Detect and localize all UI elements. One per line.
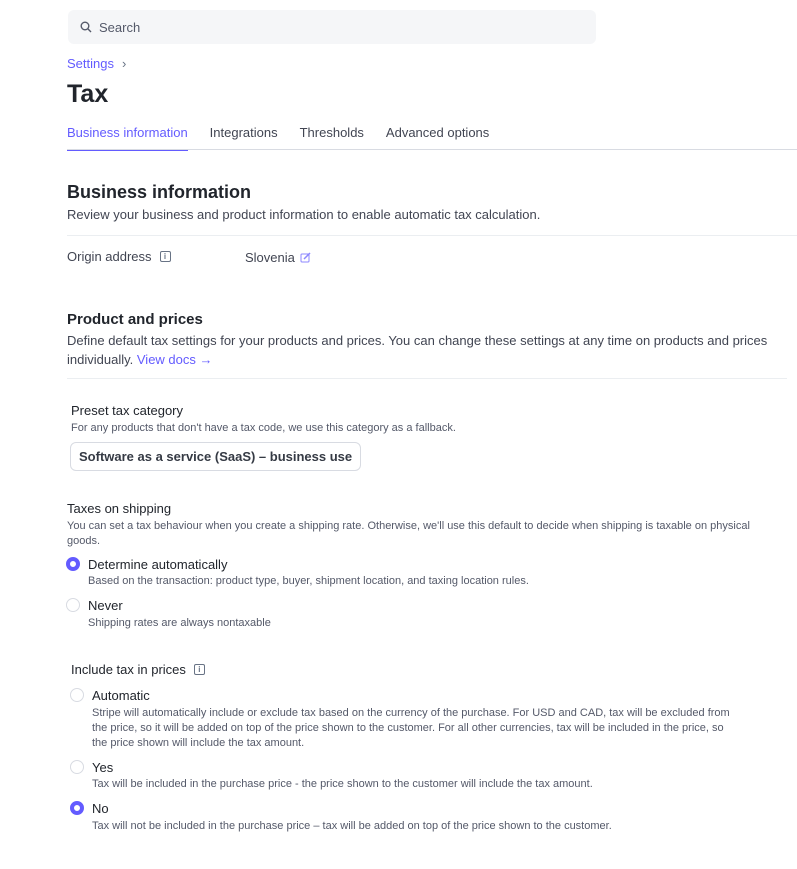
shipping-description: You can set a tax behaviour when you create a shipping rate. Otherwise, we'll use this default to decide when shipping is taxable on physical goods. [67,520,750,547]
search-icon [80,21,92,33]
option-label[interactable]: Determine automatically [88,557,228,572]
search-input[interactable] [68,10,596,44]
preset-tax-category-button[interactable]: Software as a service (SaaS) – business use [70,442,361,471]
page-title: Tax [67,80,109,108]
shipping-label: Taxes on shipping [67,501,172,516]
option-description: Tax will not be included in the purchase price – tax will be added on top of the price shown to the customer. [92,820,612,832]
preset-label: Preset tax category [71,403,183,418]
section-heading: Business information [67,182,252,202]
option-label[interactable]: No [92,801,109,816]
option-description: Shipping rates are always nontaxable [88,617,271,629]
origin-address-value [245,250,311,265]
option-label[interactable]: Automatic [92,688,150,703]
section-description: Review your business and product information to enable automatic tax calculation. [67,207,541,222]
option-description: Tax will be included in the purchase price - the price shown to the customer will include the tax amount. [92,778,593,790]
origin-label-text: Origin address [67,249,152,264]
include-tax-label-text: Include tax in prices [71,662,186,677]
radio-automatic[interactable] [70,688,84,702]
view-docs-link[interactable]: View docs → [136,352,213,367]
divider [67,235,797,236]
search-placeholder: Search [99,19,141,35]
info-icon[interactable]: i [160,251,171,262]
origin-address-label [67,249,171,264]
edit-icon[interactable] [300,252,311,263]
chevron-right-icon: › [121,56,127,71]
breadcrumb [67,56,126,71]
products-description-text: Define default tax settings for your products and prices. You can change these settings at any time on products and prices individually. [67,333,768,367]
include-tax-label [71,662,205,677]
tab-divider [67,149,797,150]
tab-business-information[interactable]: Business information [67,122,188,151]
radio-yes[interactable] [70,760,84,774]
tab-integrations[interactable]: Integrations [209,125,278,140]
radio-no[interactable] [70,801,84,815]
breadcrumb-settings[interactable]: Settings [67,56,114,71]
option-label[interactable]: Yes [92,760,114,775]
divider [67,378,787,379]
option-label[interactable]: Never [88,598,123,613]
radio-determine-automatically[interactable] [66,557,80,571]
info-icon[interactable]: i [194,664,205,675]
option-description: Based on the transaction: product type, buyer, shipment location, and taxing location rules. [88,575,529,587]
preset-description: For any products that don't have a tax code, we use this category as a fallback. [71,422,456,434]
tab-advanced-options[interactable]: Advanced options [385,125,490,140]
products-heading: Product and prices [67,311,203,328]
origin-value-text: Slovenia [245,250,295,265]
radio-never[interactable] [66,598,80,612]
option-description: Stripe will automatically include or exclude tax based on the currency of the purchase. For USD and CAD, tax will be excluded from the price, so it will be added on top of the price shown to the customer. For all other currencies, tax will be included in the price, so the price shown will include the tax amount. [92,707,730,749]
tab-bar [67,122,511,151]
tab-thresholds[interactable]: Thresholds [299,125,364,140]
products-description [67,331,787,369]
